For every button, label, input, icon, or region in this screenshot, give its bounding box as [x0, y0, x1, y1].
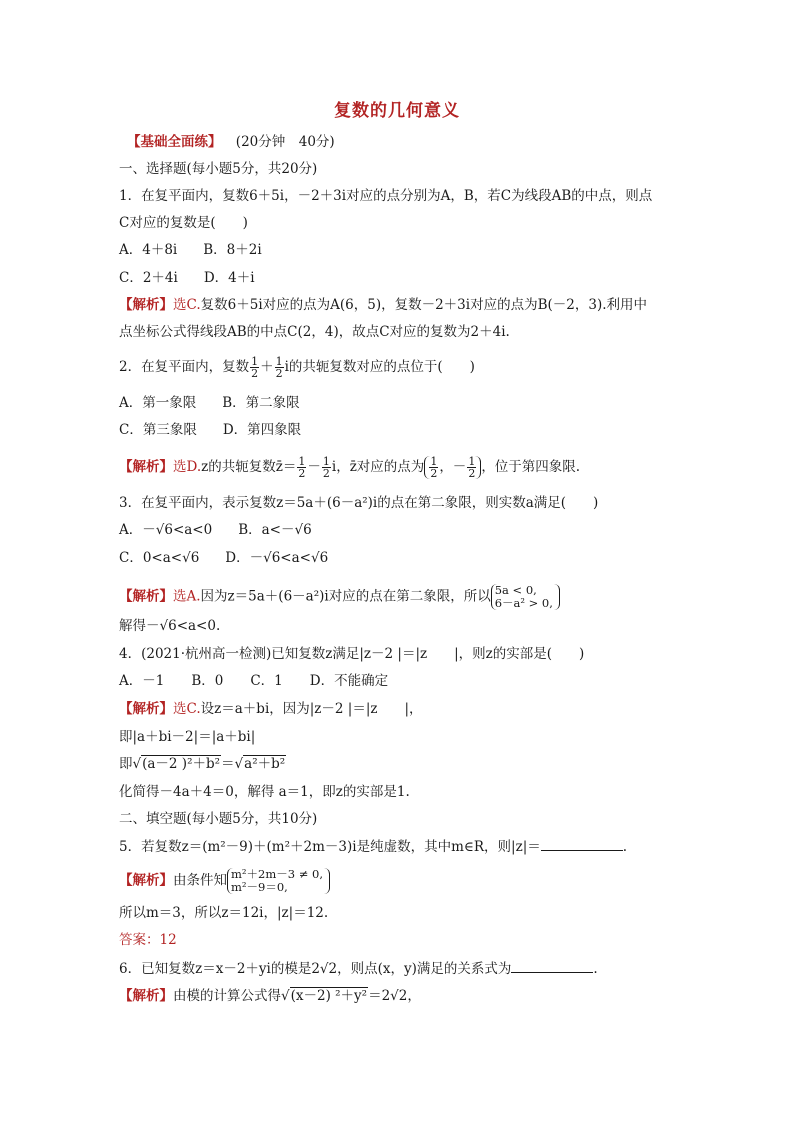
q6-sol-root: (x－2) ²＋y² — [290, 988, 368, 1004]
q1-stem-line1: 1．在复平面内，复数6＋5i，－2＋3i对应的点分别为A，B，若C为线段AB的中点，则点 — [119, 188, 653, 204]
q6-stem — [119, 959, 598, 978]
q2-sol-frac1 — [297, 456, 306, 479]
q2-frac-den: 2 — [251, 367, 259, 380]
q3-system-line2: 6－a² > 0, — [494, 596, 553, 610]
q1-solution-line1 — [119, 296, 647, 314]
q2-frac2-num: 1 — [275, 355, 283, 368]
q1-option-b: B．8＋2i — [203, 242, 262, 258]
q2-sol-frac4 — [467, 456, 476, 479]
q4-solution-tag: 【解析】 — [119, 701, 173, 717]
q2-solution-tag: 【解析】 — [119, 459, 173, 475]
q5-system-line1: m²＋2m－3 ≠ 0, — [231, 867, 323, 881]
q4-solution-line2: 即|a＋bi－2|＝|a＋bi| — [119, 729, 256, 745]
q2-sol-minus: － — [307, 459, 321, 475]
q1-options-row1 — [119, 241, 262, 259]
q4-options: A．－1 B．0 C．1 D．不能确定 — [119, 673, 389, 689]
q4-solution-line1 — [119, 700, 423, 718]
q2-frac2-den: 2 — [275, 367, 283, 380]
q4-sol-root2: a²＋b² — [244, 756, 286, 772]
q4-sol-eq: ＝ — [221, 756, 235, 772]
q2-sol-frac4-num: 1 — [468, 455, 476, 468]
q6-solution-tag: 【解析】 — [119, 988, 173, 1004]
q1-options-row2 — [119, 269, 255, 287]
q5-solution-line2: 所以m＝3，所以z＝12i，|z|＝12. — [119, 905, 329, 921]
q2-sol-frac1-den: 2 — [298, 467, 306, 480]
q2-solution-pick: 选D. — [173, 459, 202, 475]
q2-stem — [119, 356, 475, 379]
q4-solution-line4: 化简得－4a＋4＝0，解得 a＝1，即z的实部是1. — [119, 784, 410, 800]
q6-stem-end: . — [593, 961, 598, 977]
q4-solution-line3: 即√(a－2 )²＋b²＝√a²＋b² — [119, 756, 286, 772]
q2-solution-c: ，位于第四象限. — [481, 459, 581, 475]
q4-sol-root1: (a－2 )²＋b² — [142, 756, 221, 772]
q5-answer-blank — [541, 837, 623, 851]
q3-solution-a: 因为z＝5a＋(6－a²)i对应的点在第二象限，所以 — [200, 588, 491, 605]
q5-solution-line1 — [119, 868, 330, 894]
q2-option-d: D．第四象限 — [222, 422, 302, 438]
q2-option-b: B．第二象限 — [222, 395, 300, 411]
q6-solution: 【解析】由模的计算公式得√(x－2) ²＋y²＝2√2， — [119, 988, 421, 1004]
q2-solution-b: i，z̄对应的点为 — [331, 459, 425, 475]
q2-solution-a: z的共轭复数z̄＝ — [201, 459, 297, 475]
q3-stem: 3．在复平面内，表示复数z＝5a＋(6－a²)i的点在第二象限，则实数a满足( ) — [119, 495, 599, 511]
q3-solution-line2: 解得－√6<a<0. — [119, 618, 221, 634]
q2-stem-pre: 2．在复平面内，复数 — [119, 359, 250, 375]
q6-answer-blank — [511, 959, 593, 973]
q3-inequality-system — [491, 584, 560, 610]
q2-sol-frac3-den: 2 — [430, 467, 438, 480]
q2-stem-post: i的共轭复数对应的点位于( ) — [284, 359, 475, 375]
q2-sol-frac2 — [322, 456, 331, 479]
section-header — [127, 133, 335, 151]
q1-solution-text1: 复数6＋5i对应的点为A(6，5)，复数－2＋3i对应的点为B(－2，3).利用中 — [200, 297, 648, 313]
q3-option-d: D．－√6<a<√6 — [225, 550, 329, 566]
q5-answer: 答案：12 — [119, 932, 177, 948]
q1-option-d: D．4＋i — [203, 270, 255, 286]
q2-sol-point — [424, 456, 481, 479]
q3-system-line1: 5a < 0, — [494, 583, 537, 597]
q4-sol-l3-pre: 即 — [119, 756, 133, 772]
q3-option-a: A．－√6<a<0 — [119, 522, 213, 538]
q2-options-row1 — [119, 394, 300, 412]
q2-options-row2 — [119, 421, 301, 439]
q3-solution-line1 — [119, 584, 560, 610]
q5-solution-tag: 【解析】 — [119, 872, 173, 889]
q4-stem: 4．(2021·杭州高一检测)已知复数z满足|z－2 |＝|z |，则z的实部是( ) — [119, 646, 585, 662]
q2-fraction-half-2 — [275, 356, 284, 379]
page-title: 复数的几何意义 — [334, 101, 460, 121]
q2-solution — [119, 456, 580, 479]
q1-solution-tag: 【解析】 — [119, 297, 173, 313]
q6-solution-b: ＝2√2， — [368, 988, 421, 1004]
q2-fraction-half — [250, 356, 259, 379]
q2-sol-frac2-num: 1 — [322, 455, 330, 468]
q3-options-row2 — [119, 549, 328, 567]
q3-solution-pick: 选A. — [173, 588, 201, 605]
q2-plus: ＋ — [260, 359, 274, 375]
q2-sol-frac2-den: 2 — [322, 467, 330, 480]
q5-system-line2: m²－9＝0, — [231, 880, 288, 894]
q1-solution-line2: 点坐标公式得线段AB的中点C(2，4)，故点C对应的复数为2＋4i. — [119, 324, 510, 340]
q2-sol-frac1-num: 1 — [298, 455, 306, 468]
q1-solution-pick: 选C. — [173, 297, 201, 313]
q1-stem-line2: C对应的复数是( ) — [119, 215, 248, 231]
q2-frac-num: 1 — [251, 355, 259, 368]
q2-sol-frac3 — [429, 456, 438, 479]
q3-option-c: C．0<a<√6 — [119, 550, 200, 566]
q1-option-c: C．2＋4i — [119, 270, 178, 286]
q5-solution-a: 由条件知 — [173, 872, 227, 889]
q4-solution-pick: 选C. — [173, 701, 201, 717]
q6-stem-text: 6．已知复数z＝x－2＋yi的模是2√2，则点(x，y)满足的关系式为 — [119, 961, 512, 977]
q2-sol-comma: ，－ — [439, 459, 467, 475]
q3-solution-tag: 【解析】 — [119, 588, 173, 605]
header-time: (20分钟 40分) — [235, 134, 335, 150]
q5-stem-end: . — [622, 839, 628, 855]
q5-condition-system — [227, 868, 330, 894]
q2-option-a: A．第一象限 — [119, 395, 197, 411]
q3-option-b: B．a<－√6 — [238, 522, 312, 538]
q2-option-c: C．第三象限 — [119, 422, 197, 438]
q5-stem — [119, 837, 627, 856]
q4-solution-a: 设z＝a＋bi，因为|z－2 |＝|z |， — [200, 701, 423, 717]
q1-option-a: A．4＋8i — [119, 242, 178, 258]
q2-sol-frac3-num: 1 — [430, 455, 438, 468]
q3-options-row1 — [119, 521, 312, 539]
fill-heading: 二、填空题(每小题5分，共10分) — [119, 811, 318, 827]
q2-sol-frac4-den: 2 — [468, 467, 476, 480]
q5-stem-text: 5．若复数z＝(m²－9)＋(m²＋2m－3)i是纯虚数，其中m∈R，则|z|＝ — [119, 839, 541, 855]
choice-heading: 一、选择题(每小题5分，共20分) — [119, 161, 318, 177]
header-tag: 【基础全面练】 — [127, 134, 222, 150]
q6-solution-a: 由模的计算公式得 — [173, 988, 281, 1004]
